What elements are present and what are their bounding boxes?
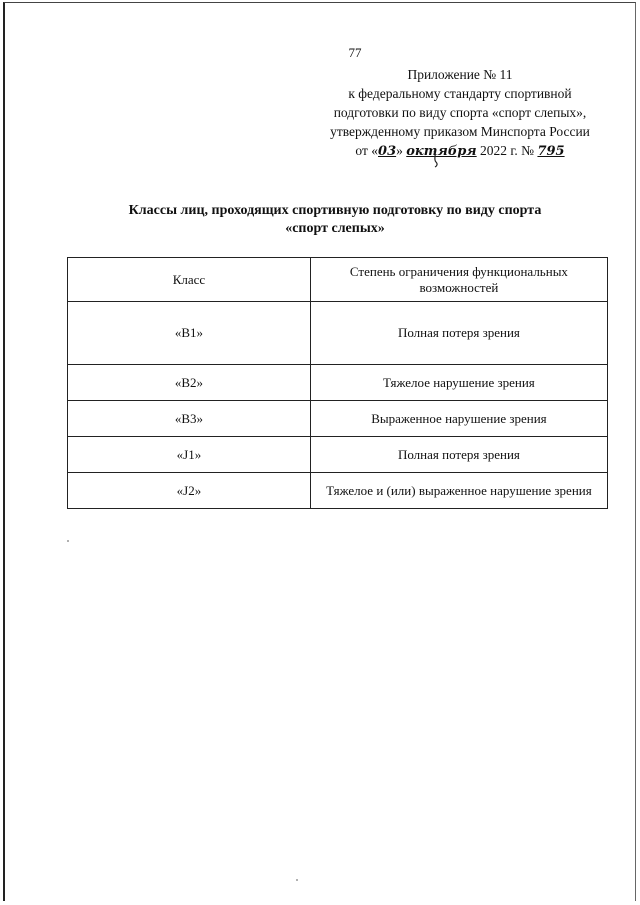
table-header-row bbox=[68, 258, 608, 302]
cell-class: «J2» bbox=[68, 473, 311, 509]
cell-class: «B3» bbox=[68, 401, 311, 437]
header-class: Класс bbox=[68, 258, 311, 302]
document-title bbox=[40, 202, 630, 238]
scan-speck bbox=[296, 879, 298, 881]
title-line-2: «спорт слепых» bbox=[285, 221, 385, 236]
title-line-1: Классы лиц, проходящих спортивную подготовку по виду спорта bbox=[128, 203, 542, 218]
handwritten-order-number: 795 bbox=[537, 144, 565, 159]
scan-speck bbox=[67, 540, 69, 542]
classes-table bbox=[67, 257, 608, 509]
appendix-date-line bbox=[300, 141, 620, 161]
cell-class: «J1» bbox=[68, 437, 311, 473]
appendix-line-sport: подготовки по виду спорта «спорт слепых», bbox=[333, 105, 587, 120]
cell-class: «B2» bbox=[68, 365, 311, 401]
handwritten-month: октября bbox=[406, 144, 477, 159]
date-year: 2022 г. № bbox=[480, 143, 535, 158]
handwritten-day: 03 bbox=[378, 144, 397, 159]
appendix-number: Приложение № 11 bbox=[407, 67, 513, 82]
cell-degree: Полная потеря зрения bbox=[310, 302, 607, 365]
table-row bbox=[68, 401, 608, 437]
cell-class: «B1» bbox=[68, 302, 311, 365]
page-number: 77 bbox=[348, 45, 362, 60]
table-row bbox=[68, 437, 608, 473]
cell-degree: Выраженное нарушение зрения bbox=[310, 401, 607, 437]
date-mid: » bbox=[396, 143, 403, 158]
cell-degree: Тяжелое и (или) выраженное нарушение зрения bbox=[310, 473, 607, 509]
date-prefix: от « bbox=[355, 143, 379, 158]
signature-stroke-icon bbox=[428, 150, 448, 168]
table-row bbox=[68, 473, 608, 509]
appendix-line-order: утвержденному приказом Минспорта России bbox=[330, 124, 590, 139]
cell-degree: Полная потеря зрения bbox=[310, 437, 607, 473]
appendix-header bbox=[300, 65, 620, 161]
header-degree: Степень ограничения функциональных возможностей bbox=[310, 258, 607, 302]
table-row bbox=[68, 302, 608, 365]
appendix-line-standard: к федеральному стандарту спортивной bbox=[348, 86, 572, 101]
cell-degree: Тяжелое нарушение зрения bbox=[310, 365, 607, 401]
table-row bbox=[68, 365, 608, 401]
